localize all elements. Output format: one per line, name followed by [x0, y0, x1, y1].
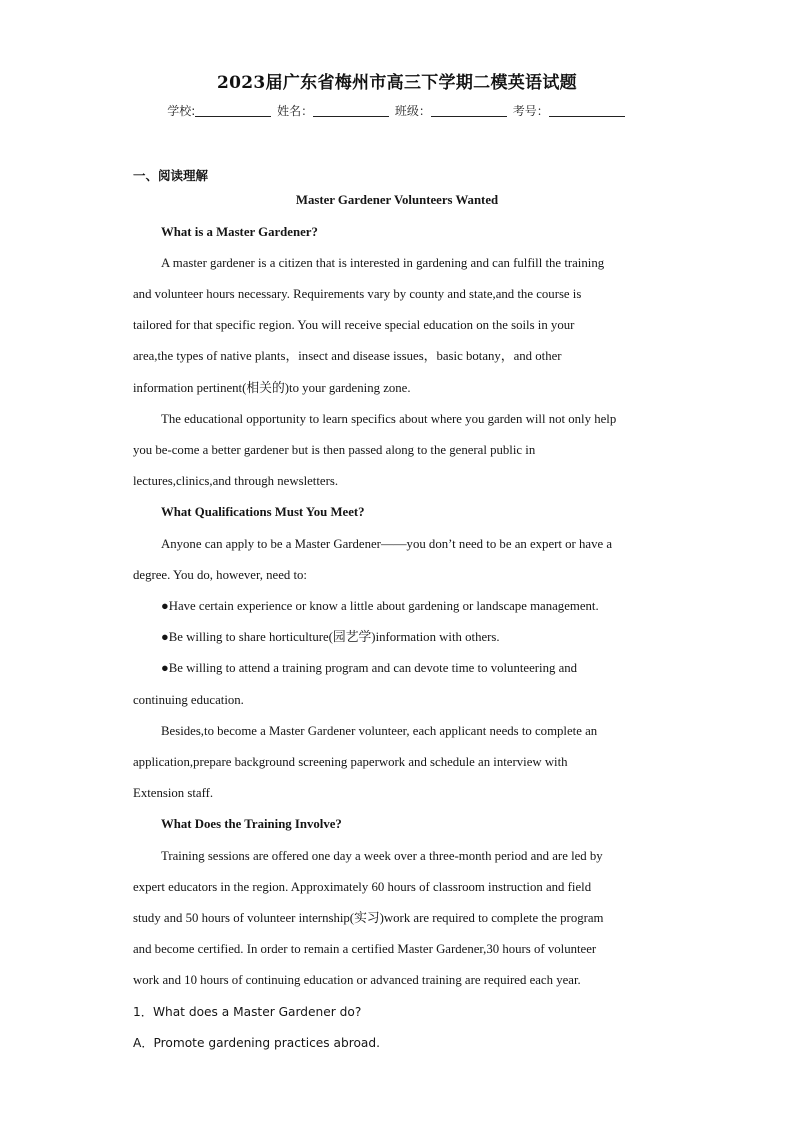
paragraph-line: information pertinent(相关的)to your gardening zone.	[133, 381, 411, 395]
paragraph-line: and become certified. In order to remain a certified Master Gardener,30 hours of volunteer	[133, 942, 597, 956]
paragraph-line: expert educators in the region. Approximately 60 hours of classroom instruction and field	[133, 880, 592, 894]
name-blank	[313, 104, 389, 117]
paragraph-line: degree. You do, however, need to:	[133, 568, 307, 582]
paragraph-line: Besides,to become a Master Gardener volunteer, each applicant needs to complete an	[161, 724, 598, 738]
section-heading: 一、阅读理解	[133, 168, 209, 183]
paragraph-line: application,prepare background screening paperwork and schedule an interview with	[133, 755, 568, 769]
paragraph-line: Anyone can apply to be a Master Gardener——you don’t need to be an expert or have a	[161, 537, 613, 551]
paragraph-line: area,the types of native plants，insect and disease issues，basic botany，and other	[133, 349, 562, 363]
name-label: 姓名：	[277, 104, 314, 118]
paragraph-line: work and 10 hours of continuing education or advanced training are required each year.	[133, 973, 581, 987]
paragraph-line: Training sessions are offered one day a week over a three-month period and are led by	[161, 849, 603, 863]
paragraph-line: The educational opportunity to learn specifics about where you garden will not only help	[161, 412, 617, 426]
paragraph-line: lectures,clinics,and through newsletters.	[133, 474, 339, 488]
subheading-qualifications: What Qualifications Must You Meet?	[161, 505, 365, 519]
question-stem: 1．What does a Master Gardener do?	[133, 1005, 362, 1019]
bullet-item-continued: continuing education.	[133, 693, 244, 707]
bullet-item: ●Be willing to share horticulture(园艺学)information with others.	[161, 630, 500, 644]
answer-option-a: A．Promote gardening practices abroad.	[133, 1036, 381, 1050]
class-blank	[431, 104, 507, 117]
paragraph-line: and volunteer hours necessary. Requirements vary by county and state,and the course is	[133, 287, 582, 301]
bullet-item: ●Have certain experience or know a little about gardening or landscape management.	[161, 599, 599, 613]
exam-number-label: 考号：	[512, 104, 549, 118]
paragraph-line: study and 50 hours of volunteer internship(实习)work are required to complete the program	[133, 911, 604, 925]
subheading-what-is: What is a Master Gardener?	[161, 225, 318, 239]
bullet-item: ●Be willing to attend a training program and can devote time to volunteering and	[161, 661, 578, 675]
article-title: Master Gardener Volunteers Wanted	[295, 193, 499, 207]
paragraph-line: tailored for that specific region. You will receive special education on the soils in your	[133, 318, 575, 332]
exam-number-blank	[549, 104, 625, 117]
school-label: 学校:	[167, 104, 196, 118]
paragraph-line: Extension staff.	[133, 786, 214, 800]
class-label: 班级：	[394, 104, 431, 118]
subheading-training: What Does the Training Involve?	[161, 817, 342, 831]
paragraph-line: you be-come a better gardener but is then passed along to the general public in	[133, 443, 536, 457]
page-title: 2023届广东省梅州市高三下学期二模英语试题	[217, 73, 577, 93]
student-info-line	[0, 102, 794, 119]
paragraph-line: A master gardener is a citizen that is interested in gardening and can fulfill the training	[161, 256, 605, 270]
school-blank	[195, 104, 271, 117]
